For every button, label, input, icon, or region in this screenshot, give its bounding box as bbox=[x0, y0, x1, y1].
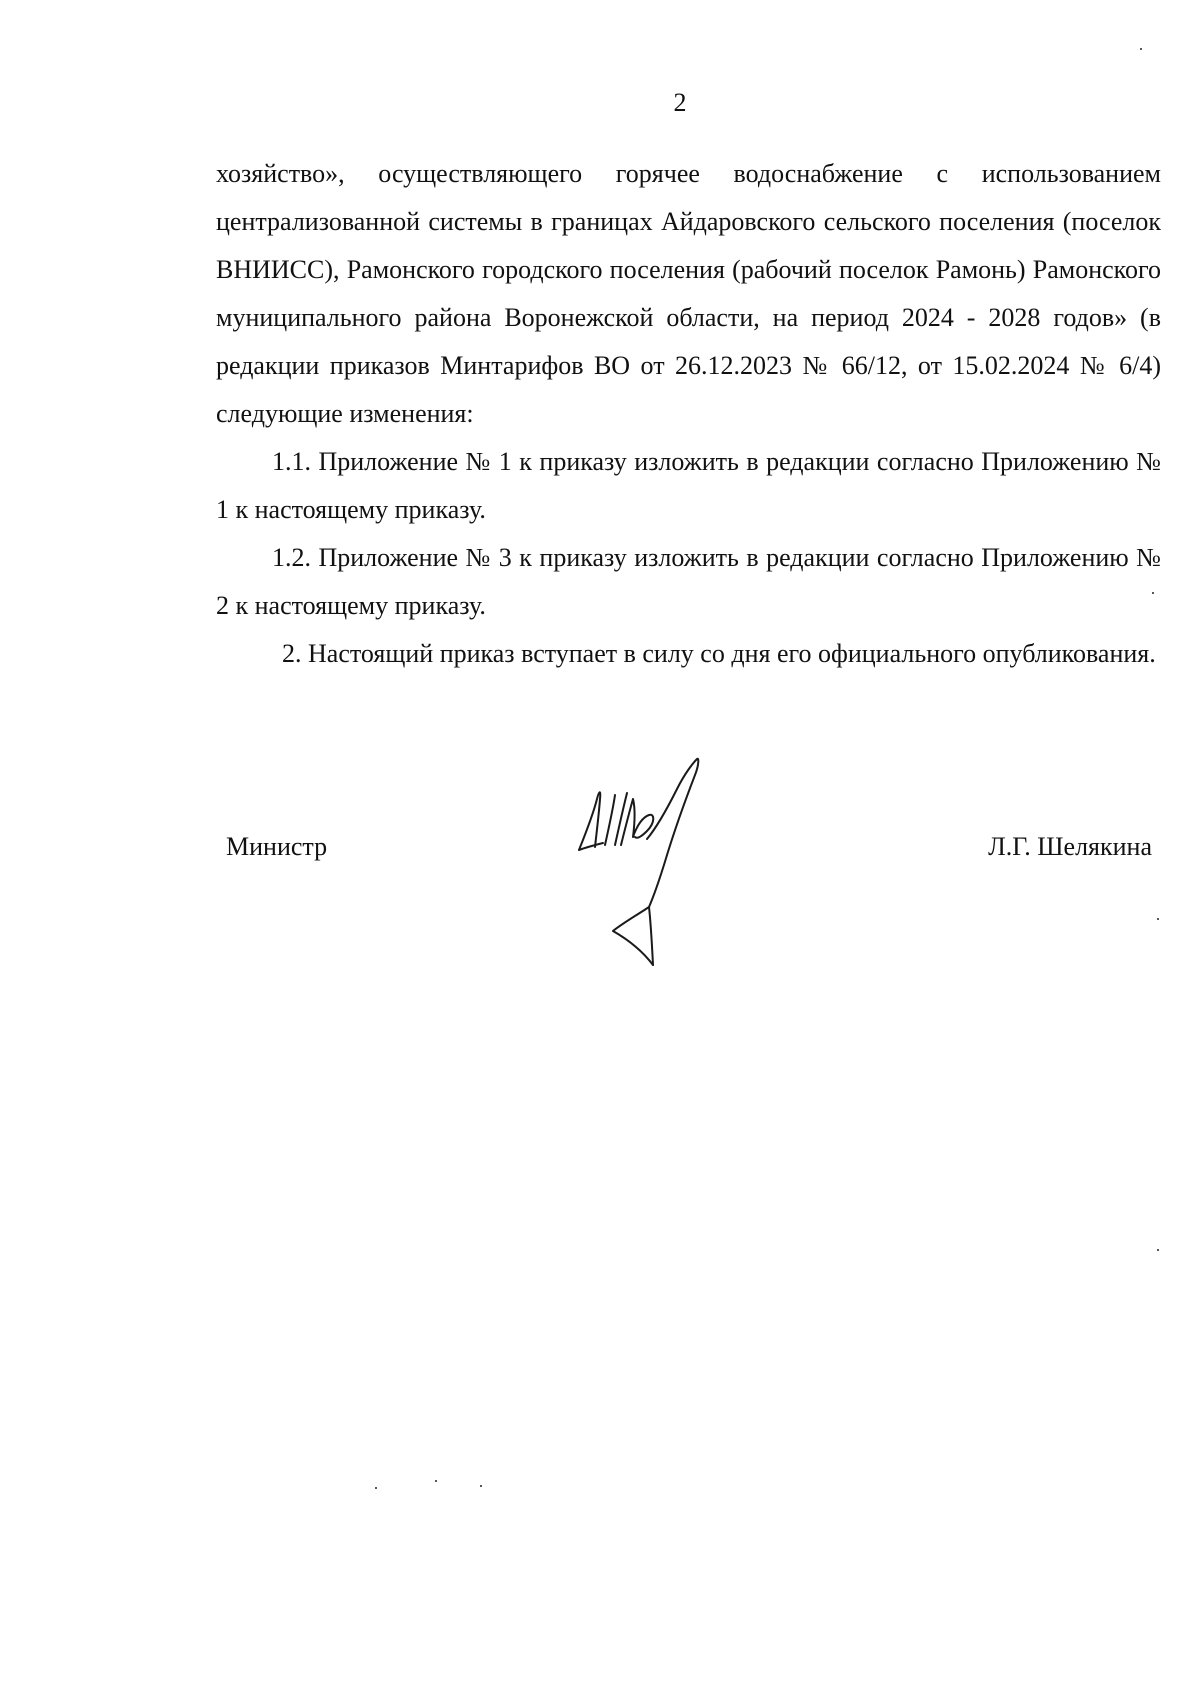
document-body bbox=[216, 150, 1161, 678]
signatory-name: Л.Г. Шелякина bbox=[988, 832, 1152, 861]
scan-speck bbox=[1152, 592, 1154, 594]
scan-speck bbox=[480, 1485, 482, 1487]
paragraph-1-1: 1.1. Приложение № 1 к приказу изложить в редакции согласно Приложению № 1 к настоящему приказу. bbox=[216, 447, 1161, 524]
scan-speck bbox=[1157, 918, 1159, 920]
handwritten-signature bbox=[575, 755, 735, 970]
signatory-title: Министр bbox=[226, 832, 328, 861]
scan-speck bbox=[375, 1487, 377, 1489]
paragraph-1-2: 1.2. Приложение № 3 к приказу изложить в редакции согласно Приложению № 2 к настоящему приказу. bbox=[216, 543, 1161, 620]
scan-speck bbox=[1140, 48, 1142, 50]
paragraph-2: 2. Настоящий приказ вступает в силу со дня его официального опубликования. bbox=[282, 639, 1156, 668]
page-number: 2 bbox=[673, 88, 687, 117]
scan-speck bbox=[1157, 1249, 1159, 1251]
scan-speck bbox=[435, 1480, 437, 1482]
paragraph-intro-continuation: хозяйство», осуществляющего горячее водоснабжение с использованием централизованной системы в границах Айдаровского сельского поселения (поселок ВНИИСС), Рамонского городского поселения (рабочий поселок Рамонь) Рамонского муниципального района Воронежской области, на период 2024 - 2028 годов» (в редакции приказов Минтарифов ВО от 26.12.2023 № 66/12, от 15.02.2024 № 6/4) следующие изменения: bbox=[216, 159, 1161, 428]
